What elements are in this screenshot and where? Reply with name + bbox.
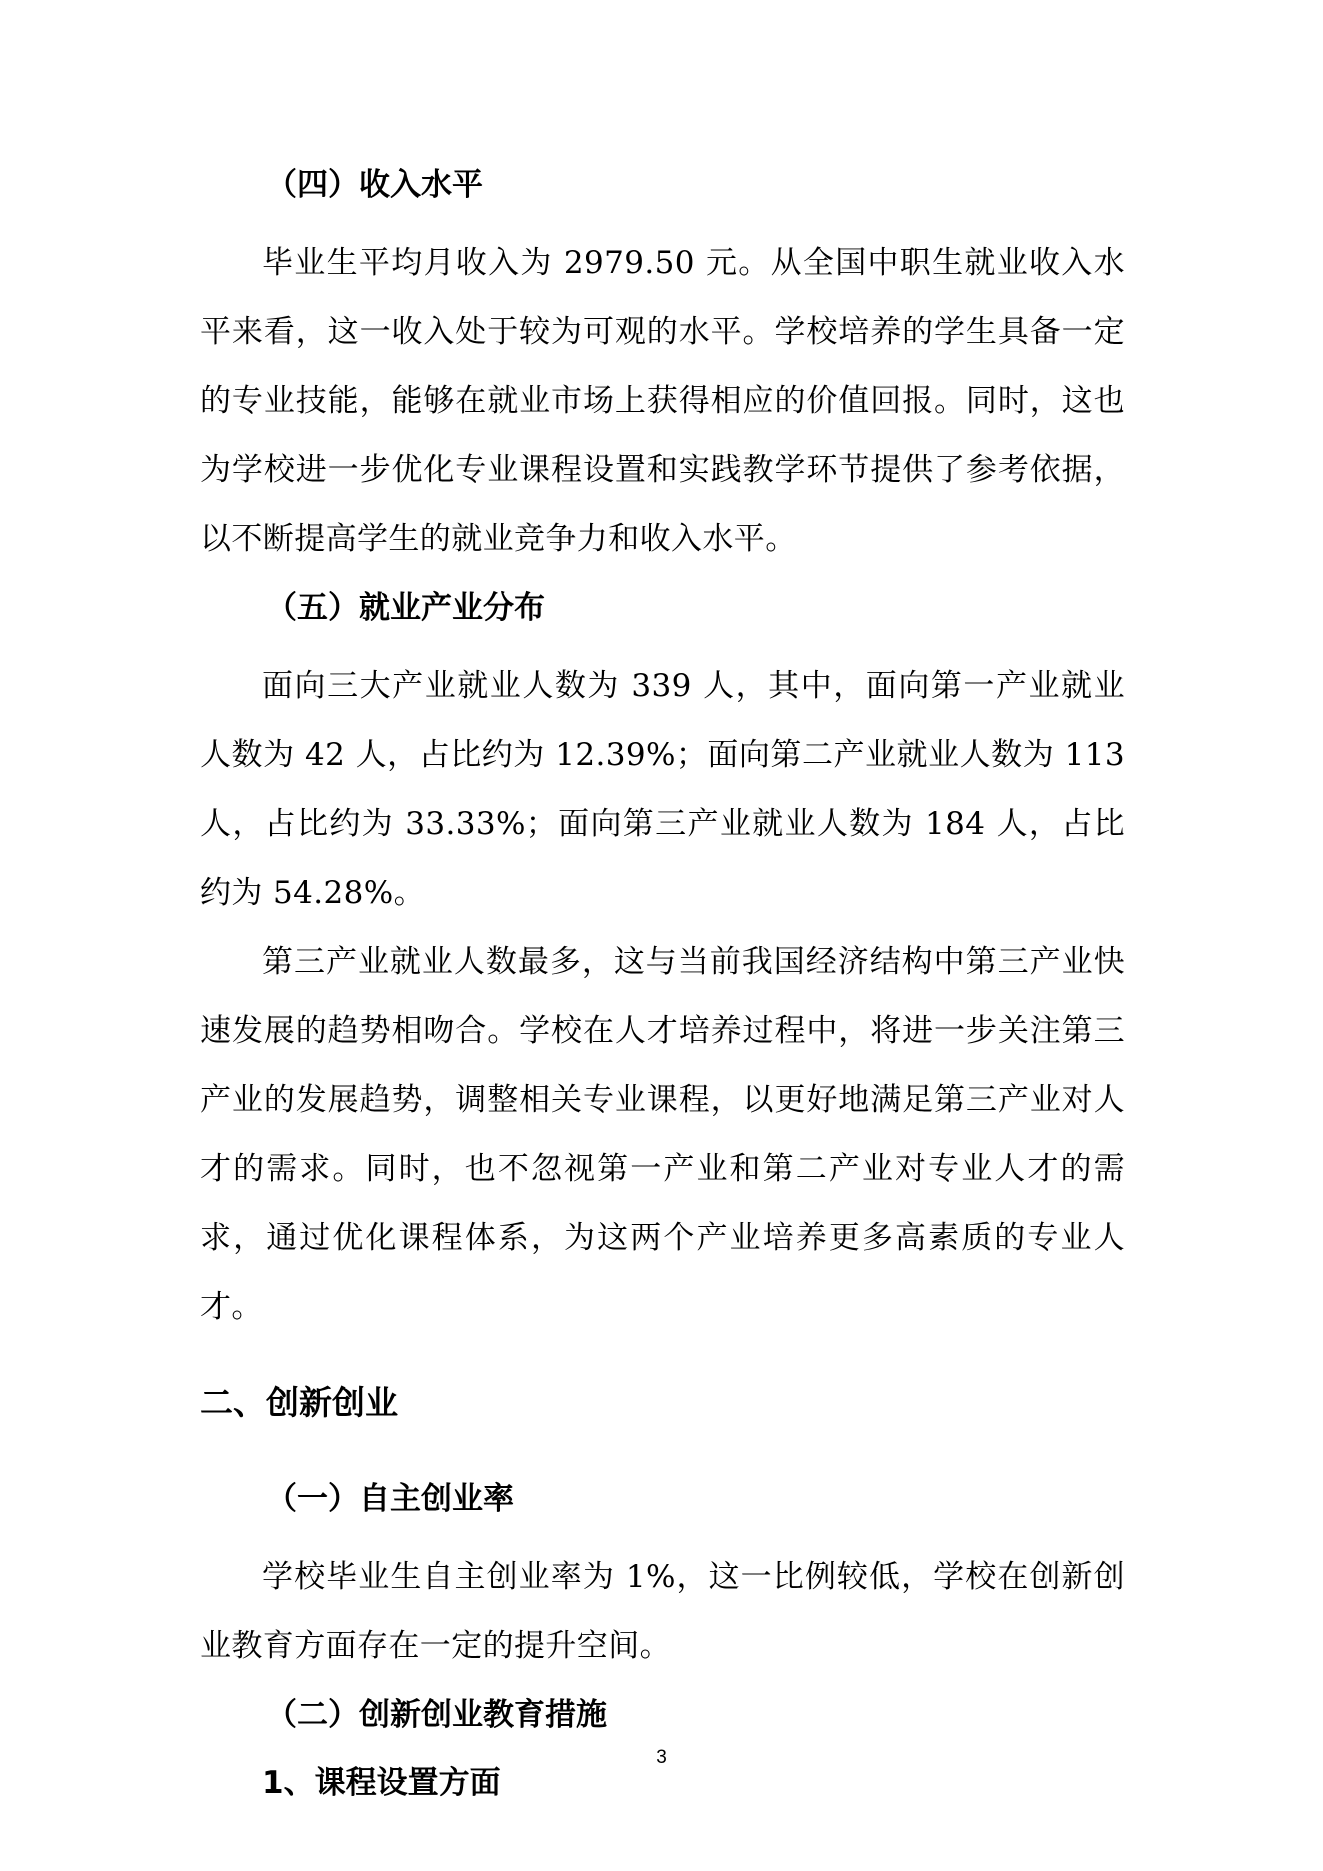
heading-industry-distribution: （五）就业产业分布 [266,590,545,626]
heading-curriculum: 1、课程设置方面 [262,1765,501,1801]
heading-education-measures: （二）创新创业教育措施 [266,1697,607,1733]
page-number: 3 [656,1747,667,1768]
paragraph-self-employment: 学校毕业生自主创业率为 1%，这一比例较低，学校在创新创业教育方面存在一定的提升空间。 [200,1559,1125,1664]
heading-income-level: （四）收入水平 [266,167,483,203]
paragraph-industry-1: 面向三大产业就业人数为 339 人，其中，面向第一产业就业人数为 42 人，占比约为 12.39%；面向第二产业就业人数为 113 人，占比约为 33.33%；面向第三产业就业人数为 184 人，占比约为 54.28%。 [200,668,1125,911]
paragraph-income: 毕业生平均月收入为 2979.50 元。从全国中职生就业收入水平来看，这一收入处于较为可观的水平。学校培养的学生具备一定的专业技能，能够在就业市场上获得相应的价值回报。同时，这也为学校进一步优化专业课程设置和实践教学环节提供了参考依据，以不断提高学生的就业竞争力和收入水平。 [200,245,1125,557]
page-content [200,162,1125,1806]
heading-self-employment-rate: （一）自主创业率 [266,1481,514,1517]
paragraph-industry-2: 第三产业就业人数最多，这与当前我国经济结构中第三产业快速发展的趋势相吻合。学校在人才培养过程中，将进一步关注第三产业的发展趋势，调整相关专业课程，以更好地满足第三产业对人才的需求。同时，也不忽视第一产业和第二产业对专业人才的需求，通过优化课程体系，为这两个产业培养更多高素质的专业人才。 [200,944,1125,1325]
heading-innovation-entrepreneurship: 二、创新创业 [200,1383,398,1422]
